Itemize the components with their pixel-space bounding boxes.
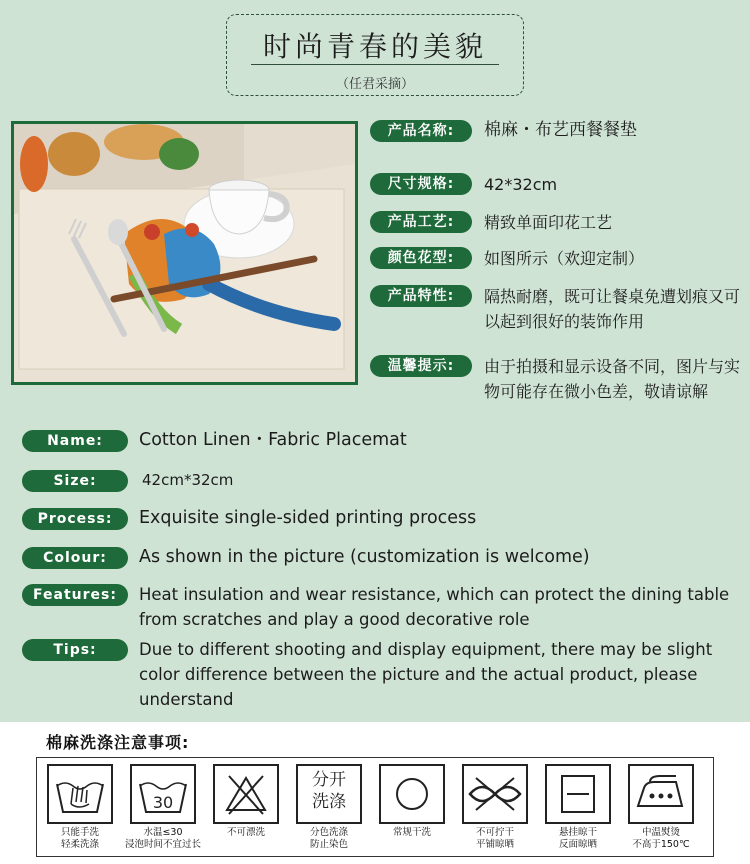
care-title: 棉麻洗涤注意事项: [46, 733, 190, 752]
en-spec-value: Due to different shooting and display equipment, there may be slight color difference between the picture and the actual product, please understand [139, 640, 713, 709]
en-spec-label: Features: [22, 584, 128, 606]
page-title: 时尚青春的美貌 [262, 30, 487, 63]
care-caption-line2: 反面晾晒 [558, 839, 597, 850]
care-caption-line1: 中温熨烫 [641, 827, 680, 838]
en-spec-value: Exquisite single-sided printing process [139, 508, 477, 528]
care-caption-line1: 悬挂晾干 [558, 827, 597, 838]
cn-spec-label: 产品特性: [370, 285, 472, 307]
cn-spec-label: 温馨提示: [370, 355, 472, 377]
cn-spec-label: 产品工艺: [370, 211, 472, 233]
care-item-hang-dry [545, 764, 611, 851]
en-spec-value: Cotton Linen・Fabric Placemat [139, 430, 407, 450]
en-spec-label: Name: [22, 430, 128, 452]
title-divider [251, 64, 499, 65]
care-item-wash-30 [124, 764, 201, 851]
hang-dry-icon [545, 764, 611, 824]
care-caption-line2: 不高于150℃ [632, 839, 690, 850]
care-caption-line2: 防止染色 [309, 839, 348, 850]
care-caption-line2: 浸泡时间不宜过长 [124, 839, 201, 850]
page-subtitle: （任君采摘） [335, 77, 414, 92]
care-caption-line2: 平铺晾晒 [475, 839, 514, 850]
hand-wash-icon [47, 764, 113, 824]
en-spec-label: Size: [22, 470, 128, 492]
wash-temp-text: 30 [152, 793, 174, 812]
cn-spec-value: 如图所示（欢迎定制） [484, 249, 645, 268]
care-caption-line1: 只能手洗 [60, 827, 99, 838]
care-caption-line1: 不可拧干 [475, 827, 514, 838]
cn-spec-value: 由于拍摄和显示设备不同，图片与实物可能存在微小色差，敬请谅解 [484, 357, 741, 401]
care-caption-line1: 水温≤30 [143, 827, 183, 838]
cn-spec-label: 产品名称: [370, 120, 472, 142]
no-wring-icon [462, 764, 528, 824]
wash-30-icon [130, 764, 196, 824]
en-spec-label: Process: [22, 508, 128, 530]
cn-spec-value: 棉麻・布艺西餐餐垫 [484, 120, 637, 140]
title-box [226, 14, 524, 96]
en-spec-label: Tips: [22, 639, 128, 661]
iron-medium-icon [628, 764, 694, 824]
product-photo [11, 121, 358, 385]
separate-wash-text2: 洗涤 [312, 792, 346, 812]
cn-spec-value: 42*32cm [484, 175, 558, 194]
care-item-iron-medium [628, 764, 694, 851]
separate-wash-text1: 分开 [312, 770, 346, 790]
care-item-hand-wash [47, 764, 113, 851]
care-caption-line1: 分色洗涤 [309, 827, 348, 838]
en-spec-value: As shown in the picture (customization is welcome) [139, 547, 590, 567]
en-spec-value: 42cm*32cm [142, 471, 234, 489]
separate-wash-icon [296, 764, 362, 824]
en-spec-value: Heat insulation and wear resistance, which can protect the dining table from scratches and play a good decorative role [139, 585, 730, 629]
cn-spec-label: 颜色花型: [370, 247, 472, 269]
care-icons-box [36, 757, 714, 857]
care-item-separate-wash [296, 764, 362, 851]
placemat-illustration [14, 124, 355, 382]
cn-spec-label: 尺寸规格: [370, 173, 472, 195]
dry-clean-icon [379, 764, 445, 824]
no-bleach-icon [213, 764, 279, 824]
care-caption-line1: 常规干洗 [392, 827, 431, 838]
care-caption-line2: 轻柔洗涤 [60, 839, 99, 850]
en-spec-label: Colour: [22, 547, 128, 569]
care-item-no-wring [462, 764, 528, 851]
care-item-dry-clean [379, 764, 445, 839]
care-item-no-bleach [213, 764, 279, 839]
cn-spec-value: 精致单面印花工艺 [484, 213, 613, 232]
care-caption-line1: 不可漂洗 [226, 827, 265, 838]
cn-spec-value: 隔热耐磨，既可让餐桌免遭划痕又可以起到很好的装饰作用 [484, 287, 741, 331]
